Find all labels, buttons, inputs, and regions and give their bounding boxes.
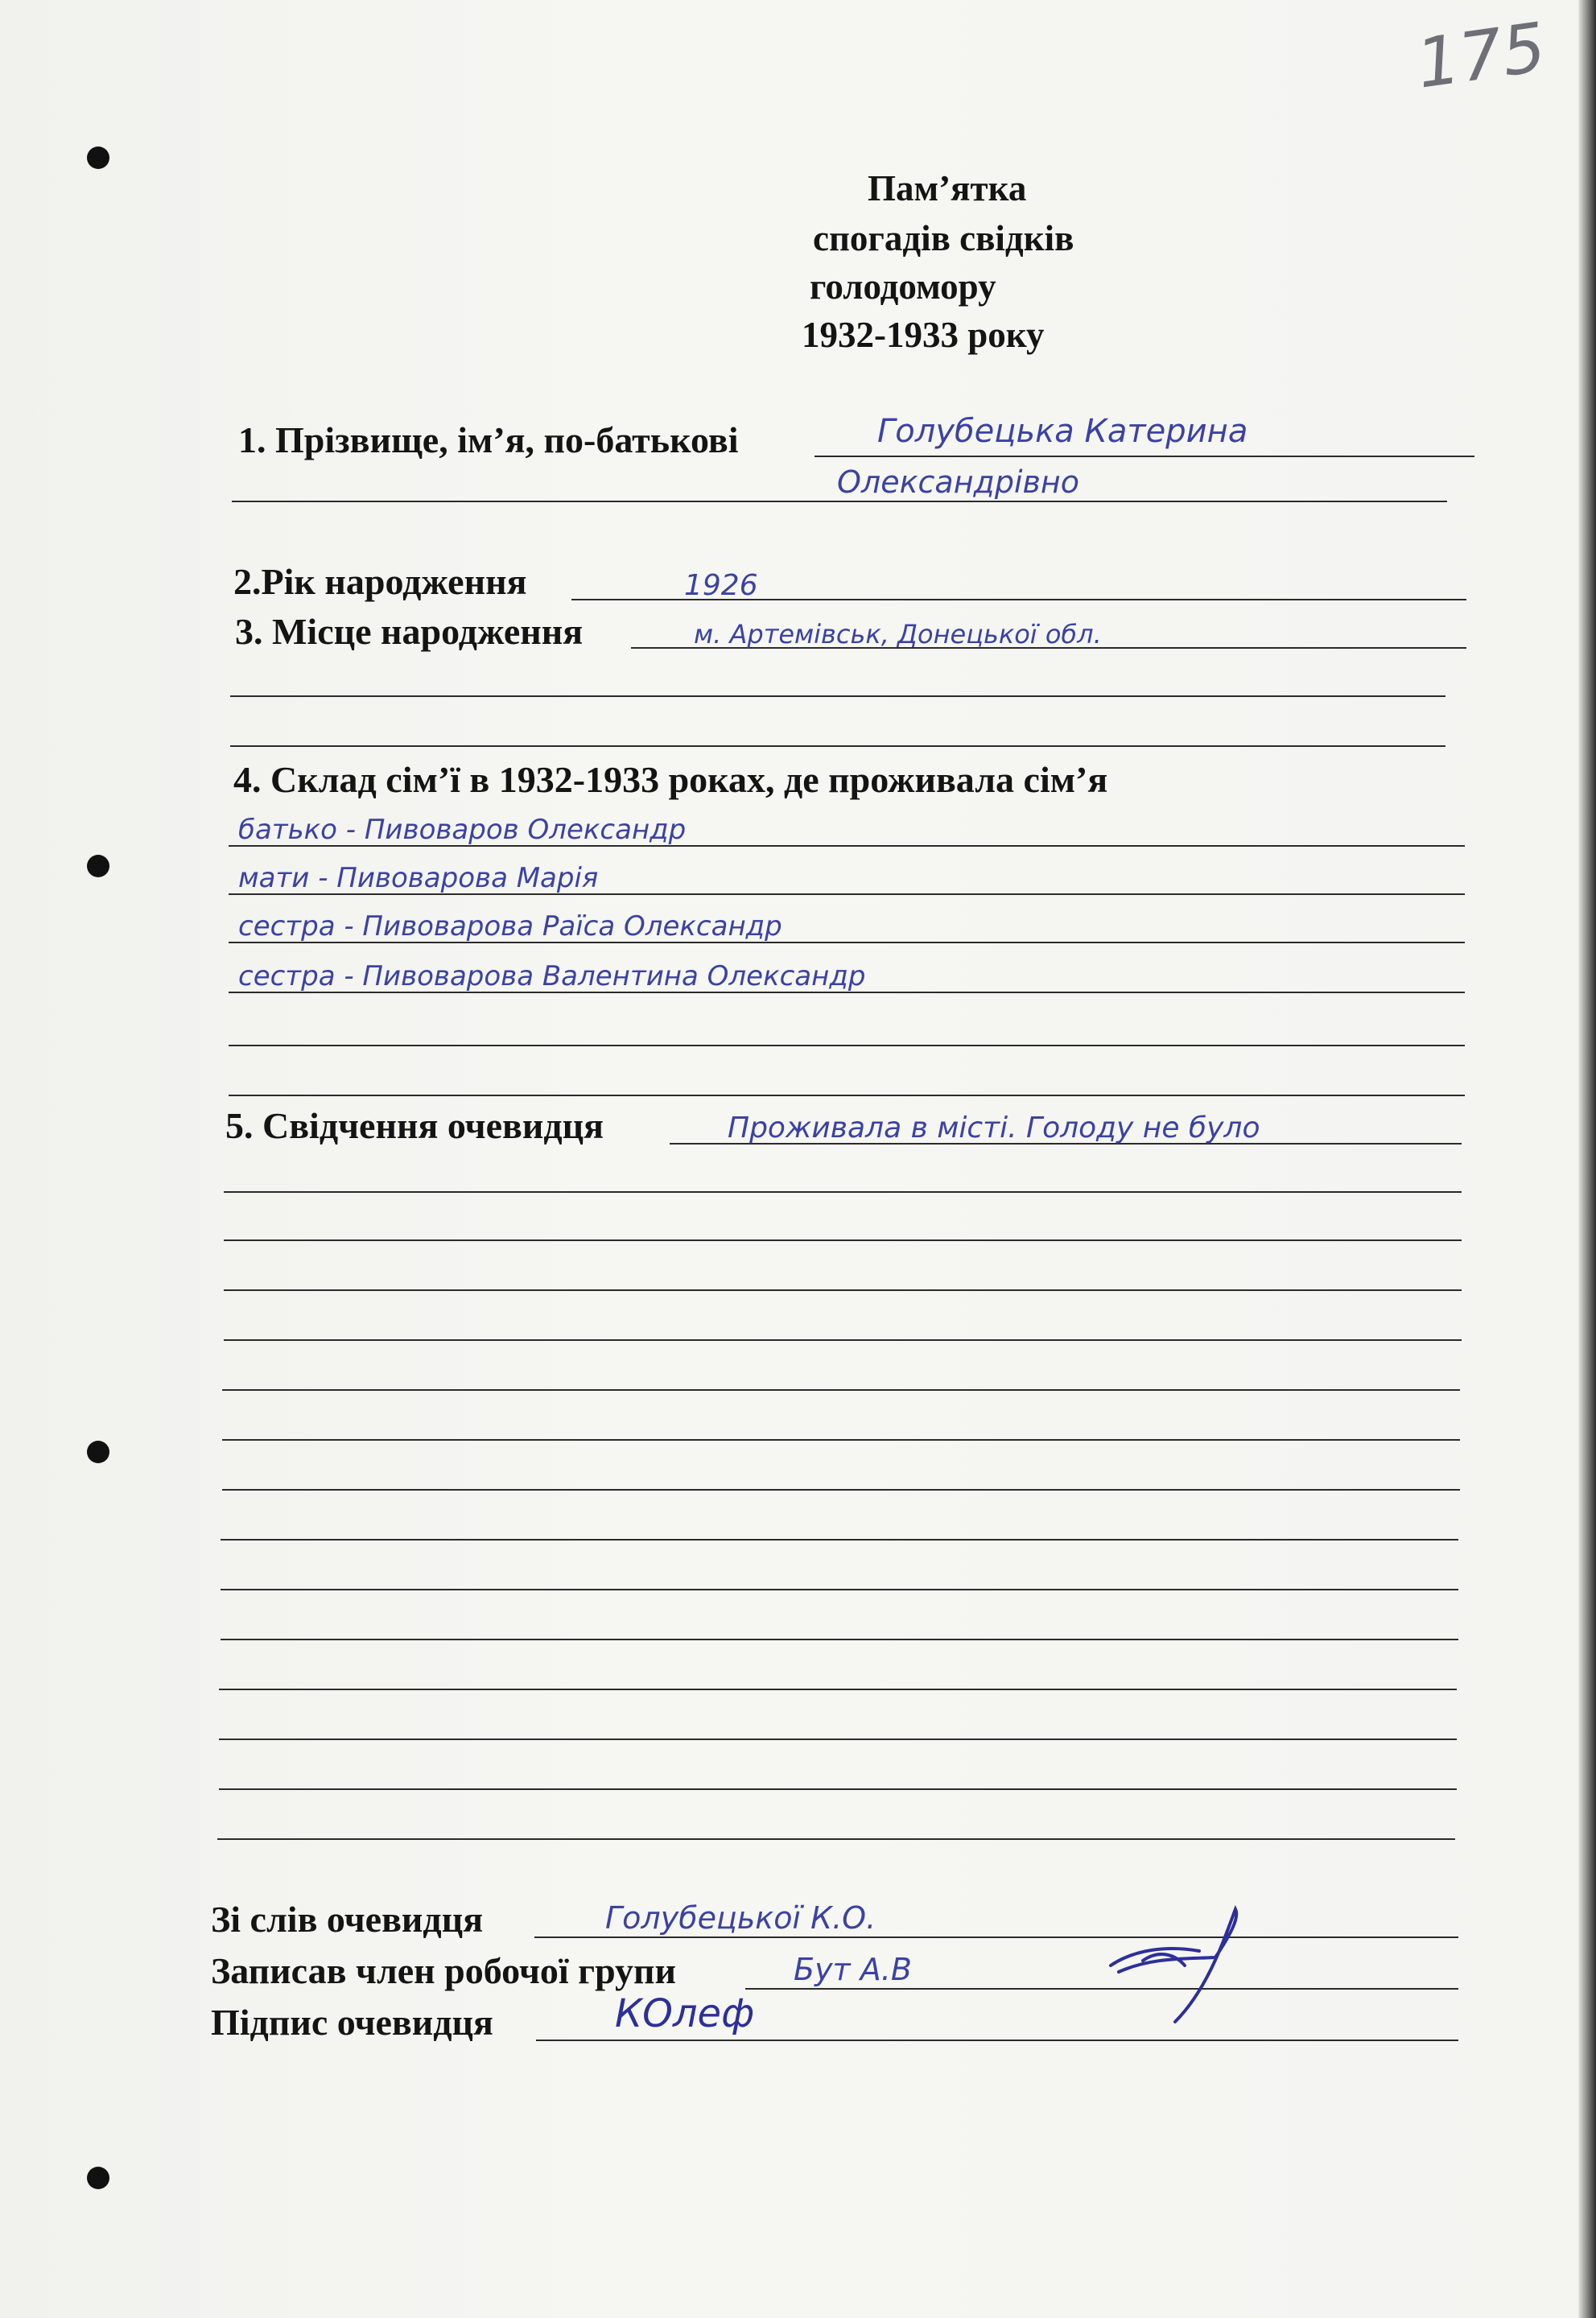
testimony-rule — [219, 1738, 1457, 1740]
recorded-by-label: Записав член робочої групи — [211, 1950, 677, 1991]
testimony-rule — [221, 1539, 1458, 1541]
birth-place-value: м. Артемівськ, Донецької обл. — [694, 619, 1102, 650]
recorder-signature — [1095, 1901, 1256, 2030]
testimony-rule — [221, 1639, 1458, 1640]
testimony-rule — [217, 1838, 1455, 1840]
witness-signature: КОлеф — [615, 1991, 755, 2036]
birth-year-value: 1926 — [684, 569, 758, 602]
from-words-rule — [534, 1936, 1458, 1938]
testimony-rule — [224, 1339, 1462, 1341]
from-words-value: Голубецької К.О. — [605, 1900, 876, 1936]
punch-hole — [87, 146, 109, 169]
title-line-4: 1932-1933 року — [802, 315, 1045, 355]
testimony-rule — [222, 1439, 1460, 1441]
name-label: 1. Прізвище, ім’я, по-батькові — [238, 419, 739, 460]
family-label: 4. Склад сім’ї в 1932-1933 роках, де проживала сім’я — [233, 759, 1108, 800]
testimony-rule — [222, 1389, 1460, 1391]
birth-place-rule-3 — [230, 745, 1445, 747]
recorded-by-value: Бут А.В — [794, 1952, 912, 1987]
birth-year-label: 2.Рік народження — [233, 561, 527, 602]
family-row-4: сестра - Пивоварова Валентина Олександр — [238, 960, 866, 992]
testimony-rule — [224, 1191, 1462, 1193]
family-rule-5 — [229, 1045, 1465, 1046]
birth-place-rule-2 — [230, 695, 1445, 697]
archive-page-number: 175 — [1411, 7, 1551, 104]
testimony-rule — [221, 1589, 1458, 1590]
title-line-1: Пам’ятка — [868, 168, 1027, 208]
page-edge-shadow — [1578, 0, 1596, 2318]
birth-place-label: 3. Місце народження — [235, 611, 584, 652]
name-rule-2 — [232, 501, 1447, 502]
title-line-2: спогадів свідків — [813, 218, 1074, 258]
punch-hole — [87, 855, 109, 877]
family-rule-6 — [229, 1095, 1465, 1096]
testimony-rule — [219, 1788, 1457, 1790]
name-value-line-1: Голубецька Катерина — [877, 413, 1248, 450]
title-line-3: голодомору — [810, 266, 996, 307]
signature-rule — [536, 2040, 1458, 2041]
testimony-label: 5. Свідчення очевидця — [225, 1105, 604, 1146]
name-value-line-2: Олександрівно — [837, 464, 1079, 500]
family-row-2: мати - Пивоварова Марія — [238, 862, 599, 894]
from-words-label: Зі слів очевидця — [211, 1899, 484, 1940]
testimony-rule — [222, 1489, 1460, 1491]
name-rule-1 — [814, 456, 1474, 457]
punch-hole — [87, 2167, 109, 2189]
family-row-1: батько - Пивоваров Олександр — [238, 814, 687, 846]
testimony-value: Проживала в місті. Голоду не було — [728, 1112, 1260, 1145]
signature-label: Підпис очевидця — [211, 2002, 493, 2043]
family-row-3: сестра - Пивоварова Раїса Олександр — [238, 910, 782, 942]
testimony-rule — [224, 1289, 1462, 1291]
testimony-rule — [219, 1689, 1457, 1690]
punch-hole — [87, 1441, 109, 1463]
testimony-rule — [224, 1239, 1462, 1241]
